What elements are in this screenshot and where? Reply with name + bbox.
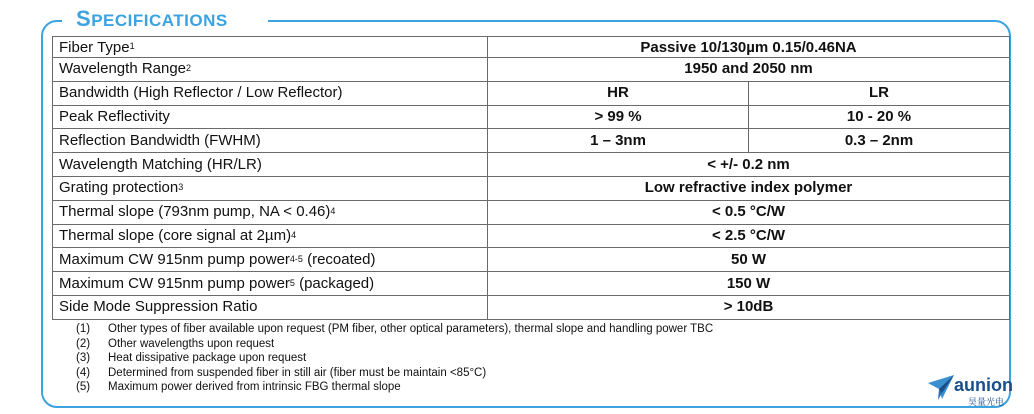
row-label-text: Maximum CW 915nm pump power	[59, 250, 290, 268]
table-row	[53, 81, 1010, 105]
table-row	[53, 295, 1010, 319]
row-label	[53, 81, 488, 105]
footnotes	[76, 322, 713, 395]
row-label-text: Thermal slope (core signal at 2µm)	[59, 226, 292, 244]
row-value: < +/- 0.2 nm	[488, 153, 1010, 177]
paper-plane-icon	[926, 373, 956, 403]
lr-value: 10 - 20 %	[749, 105, 1010, 129]
table-row	[53, 37, 1010, 58]
footnote	[76, 366, 713, 381]
table-row	[53, 224, 1010, 248]
row-label-suffix: (recoated)	[302, 250, 376, 268]
row-label-text: Reflection Bandwidth (FWHM)	[59, 131, 261, 149]
section-title-initial: S	[76, 6, 92, 31]
footnote-number: (4)	[76, 366, 91, 379]
row-value: Low refractive index polymer	[488, 176, 1010, 200]
row-label	[53, 105, 488, 129]
footnote-marker: 4-5	[289, 253, 303, 264]
row-value: 150 W	[488, 272, 1010, 296]
row-value: 1950 and 2050 nm	[488, 58, 1010, 82]
row-label-text: Peak Reflectivity	[59, 107, 170, 125]
row-label-text: Grating protection	[59, 179, 179, 197]
footnote	[76, 337, 713, 352]
section-title	[76, 7, 228, 33]
footnote-number: (3)	[76, 352, 91, 364]
footnote	[76, 380, 713, 395]
footnote-text: Other types of fiber available upon request (PM fiber, other optical parameters), thermal slope and handling power TBC	[108, 323, 714, 335]
logo-brand: aunion	[954, 375, 1013, 395]
row-value: > 10dB	[488, 295, 1010, 319]
row-label	[53, 153, 488, 177]
footnote-text: Determined from suspended fiber in still air (fiber must be maintain <85°C)	[108, 366, 487, 379]
footnote-marker: 4	[291, 229, 297, 240]
row-value: < 0.5 °C/W	[488, 200, 1010, 224]
footnote-text: Other wavelengths upon request	[108, 337, 275, 350]
lr-value: LR	[749, 81, 1010, 105]
table-row	[53, 153, 1010, 177]
footnote-marker: 4	[330, 206, 336, 217]
row-label-text: Wavelength Matching (HR/LR)	[59, 155, 262, 173]
row-label-text: Maximum CW 915nm pump power	[59, 274, 290, 292]
section-title-rest: PECIFICATIONS	[91, 11, 228, 30]
row-label-text: Thermal slope (793nm pump, NA < 0.46)	[59, 203, 331, 221]
row-label	[53, 200, 488, 224]
row-label-text: Fiber Type	[59, 38, 130, 56]
table-row	[53, 176, 1010, 200]
footnote-marker: 2	[186, 63, 192, 74]
footnote-marker: 3	[178, 182, 184, 193]
footnote-text: Maximum power derived from intrinsic FBG thermal slope	[108, 381, 401, 393]
row-value: Passive 10/130µm 0.15/0.46NA	[488, 37, 1010, 58]
row-label	[53, 248, 488, 272]
row-label-text: Side Mode Suppression Ratio	[59, 298, 258, 316]
footnote	[76, 351, 713, 366]
table-row	[53, 248, 1010, 272]
footnote-number: (1)	[76, 323, 91, 335]
hr-value: > 99 %	[488, 105, 749, 129]
row-label	[53, 37, 488, 58]
row-label	[53, 58, 488, 82]
table-row	[53, 105, 1010, 129]
logo	[926, 373, 1026, 409]
row-label	[53, 272, 488, 296]
row-value: < 2.5 °C/W	[488, 224, 1010, 248]
row-label	[53, 129, 488, 153]
row-label-text: Bandwidth (High Reflector / Low Reflector)	[59, 84, 343, 102]
table-row	[53, 129, 1010, 153]
footnote-number: (2)	[76, 337, 91, 350]
table-row	[53, 200, 1010, 224]
hr-value: HR	[488, 81, 749, 105]
row-label	[53, 176, 488, 200]
lr-value: 0.3 – 2nm	[749, 129, 1010, 153]
row-label-text: Wavelength Range	[59, 60, 187, 78]
footnote-marker: 5	[289, 277, 295, 288]
row-label	[53, 224, 488, 248]
table-row	[53, 58, 1010, 82]
footnote-number: (5)	[76, 381, 91, 393]
footnote-marker: 1	[129, 40, 135, 51]
hr-value: 1 – 3nm	[488, 129, 749, 153]
row-label-suffix: (packaged)	[294, 274, 375, 292]
specifications-table	[52, 36, 1010, 320]
row-value: 50 W	[488, 248, 1010, 272]
logo-subtitle: 昊量光电	[968, 397, 1005, 407]
table-row	[53, 272, 1010, 296]
row-label	[53, 295, 488, 319]
footnote	[76, 322, 713, 337]
footnote-text: Heat dissipative package upon request	[108, 352, 307, 364]
